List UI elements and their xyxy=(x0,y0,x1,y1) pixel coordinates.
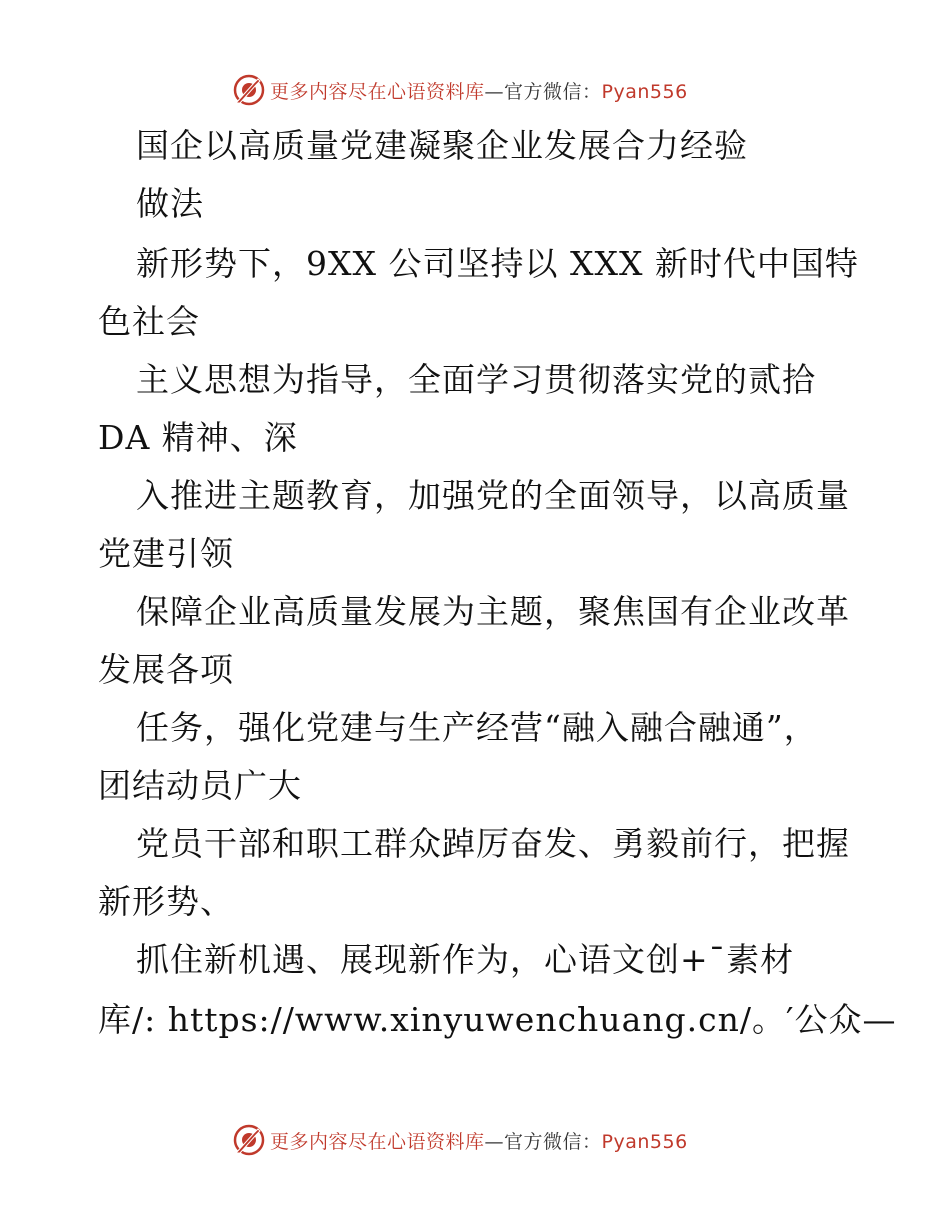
banner-wechat-id: Pyan556 xyxy=(601,80,688,103)
doc-line: 保障企业高质量发展为主题，聚焦国有企业改革 xyxy=(136,592,850,631)
footer-banner xyxy=(232,1120,688,1160)
quill-logo-icon xyxy=(232,1123,266,1157)
banner-prefix: 更多内容尽在心语资料库 xyxy=(270,1130,485,1153)
banner-wechat-label: 官方微信： xyxy=(504,80,602,103)
header-banner xyxy=(232,70,688,110)
doc-line: 做法 xyxy=(136,184,204,223)
doc-line: 新形势、 xyxy=(98,882,234,921)
banner-wechat-label: 官方微信： xyxy=(504,1130,602,1153)
doc-line: 党员干部和职工群众踔厉奋发、勇毅前行，把握 xyxy=(136,824,850,863)
banner-wechat-id: Pyan556 xyxy=(601,1130,688,1153)
doc-line: 色社会 xyxy=(98,302,200,341)
quill-logo-icon xyxy=(232,73,266,107)
doc-line: 新形势下，9XX 公司坚持以 XXX 新时代中国特 xyxy=(136,244,859,283)
doc-line: 主义思想为指导，全面学习贯彻落实党的贰拾 xyxy=(136,360,816,399)
banner-separator: — xyxy=(484,80,505,103)
banner-separator: — xyxy=(484,1130,505,1153)
doc-line: 任务，强化党建与生产经营“融入融合融通”， xyxy=(136,708,818,747)
banner-text xyxy=(270,77,688,104)
doc-line: 发展各项 xyxy=(98,650,234,689)
banner-text xyxy=(270,1127,688,1154)
doc-line: 入推进主题教育，加强党的全面领导，以高质量 xyxy=(136,476,850,515)
doc-line: 团结动员广大 xyxy=(98,766,302,805)
doc-line: 党建引领 xyxy=(98,534,234,573)
doc-line: DA 精神、深 xyxy=(98,418,298,457)
doc-line: 抓住新机遇、展现新作为，心语文创+¯素材 xyxy=(136,940,795,979)
doc-line: 库/: https://www.xinyuwenchuang.cn/。′公众— xyxy=(98,1000,897,1039)
banner-prefix: 更多内容尽在心语资料库 xyxy=(270,80,485,103)
doc-line: 国企以高质量党建凝聚企业发展合力经验 xyxy=(136,126,748,165)
